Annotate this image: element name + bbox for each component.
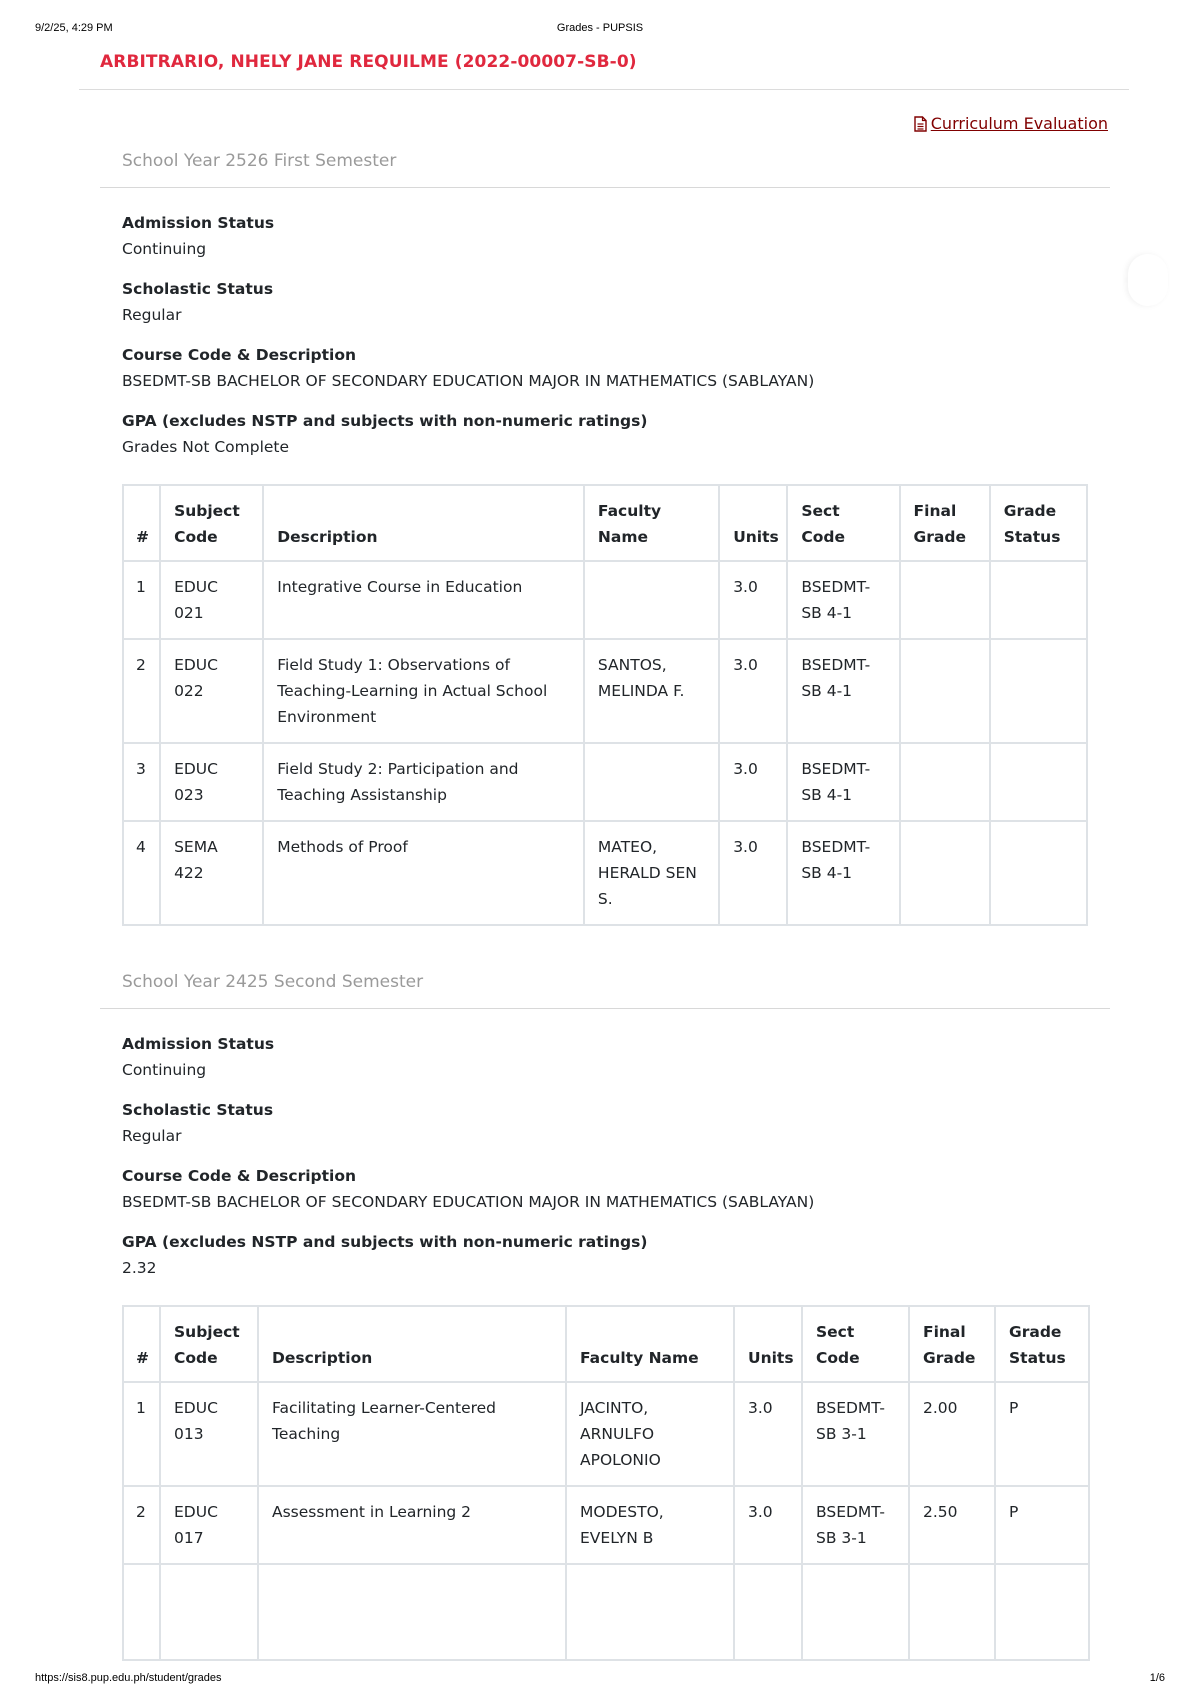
cell-empty <box>258 1564 566 1660</box>
table-header-row <box>123 485 1087 561</box>
print-url: https://sis8.pup.edu.ph/student/grades <box>35 1672 222 1684</box>
col-header-faculty: Faculty Name <box>584 485 719 561</box>
col-header-sect-code: Sect Code <box>787 485 899 561</box>
cell-faculty <box>584 561 719 639</box>
table-row <box>123 561 1087 639</box>
curriculum-evaluation-link[interactable] <box>914 114 1108 133</box>
cell-subject-code: SEMA 422 <box>160 821 263 925</box>
cell-subject-code: EDUC 013 <box>160 1382 258 1486</box>
col-header-final-grade: Final Grade <box>909 1306 995 1382</box>
cell-final-grade: 2.50 <box>909 1486 995 1564</box>
semester-title: School Year 2526 First Semester <box>122 151 397 171</box>
cell-num: 1 <box>123 1382 160 1486</box>
info-value: 2.32 <box>122 1259 157 1277</box>
cell-description: Assessment in Learning 2 <box>258 1486 566 1564</box>
cell-empty <box>566 1564 734 1660</box>
admission-status <box>122 1031 1110 1083</box>
gpa <box>122 408 1110 460</box>
cell-num: 2 <box>123 639 160 743</box>
cell-description: Facilitating Learner-Centered Teaching <box>258 1382 566 1486</box>
table-row <box>123 1486 1089 1564</box>
semester-section-2 <box>100 968 1110 1661</box>
semester-info <box>122 1031 1110 1281</box>
col-header-grade-status: Grade Status <box>990 485 1087 561</box>
cell-num: 4 <box>123 821 160 925</box>
table-row <box>123 743 1087 821</box>
cell-sect-code: BSEDMT-SB 4-1 <box>787 639 899 743</box>
table-row <box>123 821 1087 925</box>
semester-divider <box>100 187 1110 188</box>
scholastic-status <box>122 276 1110 328</box>
cell-sect-code: BSEDMT-SB 3-1 <box>802 1382 909 1486</box>
print-header <box>0 22 1200 38</box>
print-datetime: 9/2/25, 4:29 PM <box>35 22 113 34</box>
cell-subject-code: EDUC 021 <box>160 561 263 639</box>
cell-sect-code: BSEDMT-SB 4-1 <box>787 561 899 639</box>
col-header-units: Units <box>734 1306 802 1382</box>
col-header-num: # <box>123 1306 160 1382</box>
table-row <box>123 1382 1089 1486</box>
info-value: Continuing <box>122 1061 207 1079</box>
col-header-subject-code: Subject Code <box>160 1306 258 1382</box>
table-row <box>123 639 1087 743</box>
cell-description: Methods of Proof <box>263 821 584 925</box>
scholastic-status <box>122 1097 1110 1149</box>
admission-status <box>122 210 1110 262</box>
cell-sect-code: BSEDMT-SB 4-1 <box>787 743 899 821</box>
cell-faculty: MODESTO, EVELYN B <box>566 1486 734 1564</box>
info-value: BSEDMT-SB BACHELOR OF SECONDARY EDUCATION MAJOR IN MATHEMATICS (SABLAYAN) <box>122 372 815 390</box>
print-page-number: 1/6 <box>1149 1672 1165 1684</box>
cell-units: 3.0 <box>719 561 787 639</box>
col-header-grade-status: Grade Status <box>995 1306 1089 1382</box>
info-label: Scholastic Status <box>122 280 274 298</box>
cell-grade-status <box>990 743 1087 821</box>
col-header-description: Description <box>258 1306 566 1382</box>
info-label: Course Code & Description <box>122 346 357 364</box>
col-header-sect-code: Sect Code <box>802 1306 909 1382</box>
header-divider <box>79 89 1129 90</box>
info-value: Regular <box>122 1127 182 1145</box>
info-label: Admission Status <box>122 214 275 232</box>
col-header-final-grade: Final Grade <box>900 485 990 561</box>
cell-final-grade: 2.00 <box>909 1382 995 1486</box>
grades-table <box>122 1305 1090 1661</box>
col-header-units: Units <box>719 485 787 561</box>
course-code-description <box>122 342 1110 394</box>
col-header-subject-code: Subject Code <box>160 485 263 561</box>
cell-grade-status <box>990 561 1087 639</box>
table-header-row <box>123 1306 1089 1382</box>
cell-final-grade <box>900 639 990 743</box>
cell-empty <box>909 1564 995 1660</box>
grades-table <box>122 484 1088 926</box>
cell-sect-code: BSEDMT-SB 3-1 <box>802 1486 909 1564</box>
cell-description: Integrative Course in Education <box>263 561 584 639</box>
curriculum-evaluation-label: Curriculum Evaluation <box>930 114 1108 133</box>
cell-faculty: SANTOS, MELINDA F. <box>584 639 719 743</box>
info-label: Admission Status <box>122 1035 275 1053</box>
cell-grade-status: P <box>995 1382 1089 1486</box>
cell-empty <box>160 1564 258 1660</box>
cell-units: 3.0 <box>719 639 787 743</box>
semester-divider <box>100 1008 1110 1009</box>
cell-units: 3.0 <box>719 821 787 925</box>
semester-section-1 <box>100 147 1110 926</box>
cell-empty <box>802 1564 909 1660</box>
print-page-title: Grades - PUPSIS <box>556 22 644 34</box>
print-footer <box>0 1672 1200 1688</box>
cell-empty <box>734 1564 802 1660</box>
info-value: BSEDMT-SB BACHELOR OF SECONDARY EDUCATION MAJOR IN MATHEMATICS (SABLAYAN) <box>122 1193 815 1211</box>
semester-info <box>122 210 1110 460</box>
cell-empty <box>995 1564 1089 1660</box>
course-code-description <box>122 1163 1110 1215</box>
cell-faculty <box>584 743 719 821</box>
cell-faculty: MATEO, HERALD SEN S. <box>584 821 719 925</box>
cell-description: Field Study 1: Observations of Teaching-Learning in Actual School Environment <box>263 639 584 743</box>
cell-final-grade <box>900 561 990 639</box>
col-header-faculty: Faculty Name <box>566 1306 734 1382</box>
col-header-num: # <box>123 485 160 561</box>
cell-empty <box>123 1564 160 1660</box>
cell-units: 3.0 <box>719 743 787 821</box>
info-value: Continuing <box>122 240 207 258</box>
cell-final-grade <box>900 821 990 925</box>
cell-final-grade <box>900 743 990 821</box>
file-document-icon <box>914 116 927 132</box>
cell-subject-code: EDUC 017 <box>160 1486 258 1564</box>
cell-sect-code: BSEDMT-SB 4-1 <box>787 821 899 925</box>
cell-grade-status: P <box>995 1486 1089 1564</box>
info-label: GPA (excludes NSTP and subjects with non-numeric ratings) <box>122 412 648 430</box>
col-header-description: Description <box>263 485 584 561</box>
info-value: Grades Not Complete <box>122 438 290 456</box>
cell-grade-status <box>990 639 1087 743</box>
cell-subject-code: EDUC 023 <box>160 743 263 821</box>
cell-num: 3 <box>123 743 160 821</box>
info-label: GPA (excludes NSTP and subjects with non-numeric ratings) <box>122 1233 648 1251</box>
info-value: Regular <box>122 306 182 324</box>
info-label: Course Code & Description <box>122 1167 357 1185</box>
table-row-continued <box>123 1564 1089 1660</box>
cell-units: 3.0 <box>734 1486 802 1564</box>
cell-description: Field Study 2: Participation and Teaching Assistanship <box>263 743 584 821</box>
cell-subject-code: EDUC 022 <box>160 639 263 743</box>
cell-units: 3.0 <box>734 1382 802 1486</box>
semester-title: School Year 2425 Second Semester <box>122 972 424 992</box>
cell-faculty: JACINTO, ARNULFO APOLONIO <box>566 1382 734 1486</box>
cell-grade-status <box>990 821 1087 925</box>
cell-num: 2 <box>123 1486 160 1564</box>
cell-num: 1 <box>123 561 160 639</box>
info-label: Scholastic Status <box>122 1101 274 1119</box>
gpa <box>122 1229 1110 1281</box>
floating-widget-edge[interactable] <box>1128 254 1168 306</box>
student-name-heading: ARBITRARIO, NHELY JANE REQUILME (2022-00007-SB-0) <box>100 52 637 72</box>
